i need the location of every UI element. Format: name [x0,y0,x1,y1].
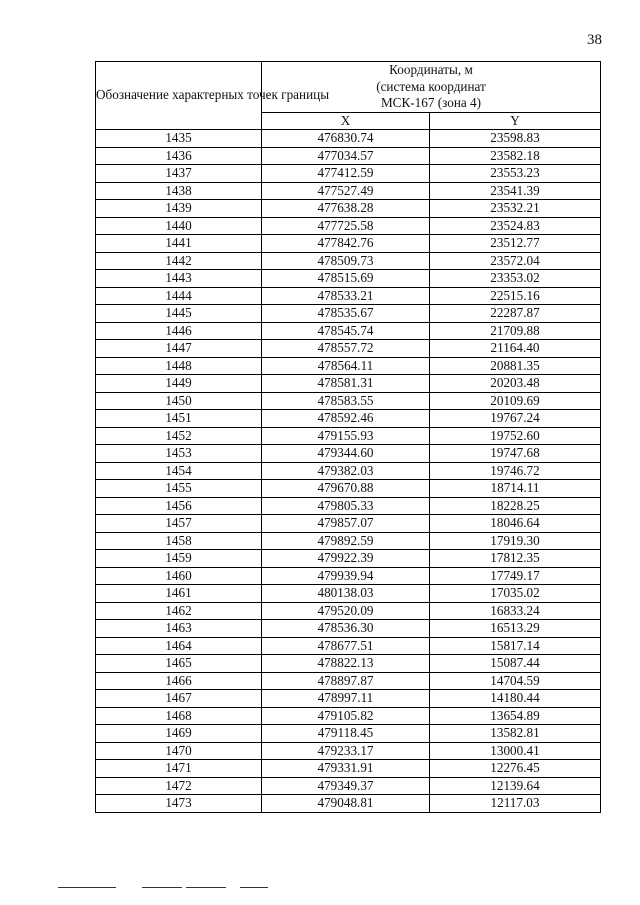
point-id-cell: 1459 [96,550,262,568]
coordinates-header-line1: Координаты, м [389,62,473,77]
x-coordinate-cell: 479048.81 [262,795,430,813]
point-id-cell: 1464 [96,637,262,655]
point-id-cell: 1437 [96,165,262,183]
y-coordinate-cell: 18714.11 [430,480,601,498]
x-coordinate-cell: 478564.11 [262,357,430,375]
table-row [96,532,601,550]
point-id-cell: 1450 [96,392,262,410]
point-id-cell: 1470 [96,742,262,760]
point-id-cell: 1435 [96,130,262,148]
table-row [96,725,601,743]
x-coordinate-cell: 478536.30 [262,620,430,638]
x-coordinate-cell: 479670.88 [262,480,430,498]
y-coordinate-cell: 21164.40 [430,340,601,358]
x-coordinate-cell: 477842.76 [262,235,430,253]
table-row [96,602,601,620]
table-header [96,62,601,130]
y-coordinate-cell: 13582.81 [430,725,601,743]
x-coordinate-cell: 477527.49 [262,182,430,200]
point-id-cell: 1456 [96,497,262,515]
y-coordinate-cell: 12276.45 [430,760,601,778]
point-id-cell: 1438 [96,182,262,200]
x-coordinate-cell: 479382.03 [262,462,430,480]
point-id-cell: 1439 [96,200,262,218]
y-coordinate-cell: 23553.23 [430,165,601,183]
point-id-cell: 1451 [96,410,262,428]
table-row [96,550,601,568]
point-id-cell: 1466 [96,672,262,690]
header-row [96,62,601,113]
point-id-cell: 1454 [96,462,262,480]
table-row [96,480,601,498]
point-id-cell: 1472 [96,777,262,795]
table-row [96,165,601,183]
table-row [96,742,601,760]
x-coordinate-cell: 479155.93 [262,427,430,445]
x-coordinate-cell: 479922.39 [262,550,430,568]
x-coordinate-cell: 479118.45 [262,725,430,743]
coordinates-header-line3: МСК-167 (зона 4) [380,95,482,110]
y-coordinate-cell: 17749.17 [430,567,601,585]
table-row [96,585,601,603]
x-coordinate-cell: 479892.59 [262,532,430,550]
point-id-cell: 1463 [96,620,262,638]
y-coordinate-cell: 19752.60 [430,427,601,445]
x-coordinate-cell: 478997.11 [262,690,430,708]
x-coordinate-cell: 478545.74 [262,322,430,340]
table-row [96,357,601,375]
x-coordinate-cell: 478897.87 [262,672,430,690]
point-id-cell: 1452 [96,427,262,445]
x-coordinate-cell: 479857.07 [262,515,430,533]
table-row [96,287,601,305]
point-id-cell: 1449 [96,375,262,393]
table-row [96,707,601,725]
y-coordinate-cell: 18228.25 [430,497,601,515]
y-coordinate-cell: 23572.04 [430,252,601,270]
point-id-cell: 1440 [96,217,262,235]
x-coordinate-cell: 477034.57 [262,147,430,165]
table-row [96,322,601,340]
point-id-cell: 1469 [96,725,262,743]
point-id-cell: 1467 [96,690,262,708]
x-coordinate-cell: 480138.03 [262,585,430,603]
x-coordinate-cell: 479331.91 [262,760,430,778]
point-id-cell: 1473 [96,795,262,813]
coordinates-header-line2: (система координат [376,78,486,94]
footer-rule [58,887,278,889]
table-row [96,270,601,288]
x-coordinate-cell: 479105.82 [262,707,430,725]
y-coordinate-cell: 23598.83 [430,130,601,148]
point-id-cell: 1443 [96,270,262,288]
y-coordinate-cell: 21709.88 [430,322,601,340]
y-coordinate-cell: 13654.89 [430,707,601,725]
point-id-cell: 1436 [96,147,262,165]
point-id-cell: 1462 [96,602,262,620]
y-coordinate-cell: 18046.64 [430,515,601,533]
x-coordinate-cell: 478509.73 [262,252,430,270]
point-id-cell: 1455 [96,480,262,498]
y-coordinate-cell: 14180.44 [430,690,601,708]
y-coordinate-cell: 12139.64 [430,777,601,795]
point-id-cell: 1453 [96,445,262,463]
x-coordinate-cell: 477638.28 [262,200,430,218]
x-coordinate-cell: 478557.72 [262,340,430,358]
y-coordinate-cell: 15087.44 [430,655,601,673]
point-id-cell: 1442 [96,252,262,270]
table-row [96,777,601,795]
x-coordinate-cell: 478535.67 [262,305,430,323]
x-header: X [262,112,430,130]
table-row [96,567,601,585]
y-coordinate-cell: 16833.24 [430,602,601,620]
point-id-cell: 1468 [96,707,262,725]
x-coordinate-cell: 477725.58 [262,217,430,235]
table-row [96,672,601,690]
table-row [96,497,601,515]
table-row [96,760,601,778]
y-coordinate-cell: 20203.48 [430,375,601,393]
point-id-cell: 1457 [96,515,262,533]
table-row [96,427,601,445]
table-row [96,392,601,410]
table-row [96,375,601,393]
y-coordinate-cell: 16513.29 [430,620,601,638]
point-id-cell: 1460 [96,567,262,585]
y-coordinate-cell: 23541.39 [430,182,601,200]
table-row [96,690,601,708]
y-header: Y [430,112,601,130]
point-id-cell: 1458 [96,532,262,550]
y-coordinate-cell: 20881.35 [430,357,601,375]
table-row [96,235,601,253]
point-id-cell: 1444 [96,287,262,305]
table-row [96,620,601,638]
x-coordinate-cell: 478581.31 [262,375,430,393]
x-coordinate-cell: 479233.17 [262,742,430,760]
table-body [96,130,601,813]
x-coordinate-cell: 478822.13 [262,655,430,673]
x-coordinate-cell: 478515.69 [262,270,430,288]
table-row [96,515,601,533]
table-row [96,217,601,235]
x-coordinate-cell: 479805.33 [262,497,430,515]
point-id-cell: 1446 [96,322,262,340]
x-coordinate-cell: 478592.46 [262,410,430,428]
y-coordinate-cell: 19767.24 [430,410,601,428]
table-row [96,410,601,428]
y-coordinate-cell: 15817.14 [430,637,601,655]
y-coordinate-cell: 19747.68 [430,445,601,463]
table-row [96,445,601,463]
y-coordinate-cell: 12117.03 [430,795,601,813]
y-coordinate-cell: 23524.83 [430,217,601,235]
x-coordinate-cell: 479520.09 [262,602,430,620]
y-coordinate-cell: 23532.21 [430,200,601,218]
table-row [96,130,601,148]
y-coordinate-cell: 17035.02 [430,585,601,603]
x-coordinate-cell: 479344.60 [262,445,430,463]
table-row [96,340,601,358]
y-coordinate-cell: 17919.30 [430,532,601,550]
x-coordinate-cell: 478533.21 [262,287,430,305]
point-designation-header: Обозначение характерных точек границы [96,62,262,130]
table-row [96,305,601,323]
x-coordinate-cell: 478583.55 [262,392,430,410]
y-coordinate-cell: 23353.02 [430,270,601,288]
y-coordinate-cell: 23512.77 [430,235,601,253]
table-row [96,182,601,200]
table-row [96,462,601,480]
coordinates-table [95,61,601,813]
x-coordinate-cell: 478677.51 [262,637,430,655]
point-id-cell: 1465 [96,655,262,673]
y-coordinate-cell: 14704.59 [430,672,601,690]
table-row [96,637,601,655]
y-coordinate-cell: 23582.18 [430,147,601,165]
point-id-cell: 1461 [96,585,262,603]
point-id-cell: 1471 [96,760,262,778]
point-id-cell: 1447 [96,340,262,358]
point-id-cell: 1448 [96,357,262,375]
x-coordinate-cell: 479349.37 [262,777,430,795]
table-row [96,147,601,165]
x-coordinate-cell: 477412.59 [262,165,430,183]
y-coordinate-cell: 22287.87 [430,305,601,323]
y-coordinate-cell: 20109.69 [430,392,601,410]
y-coordinate-cell: 22515.16 [430,287,601,305]
y-coordinate-cell: 19746.72 [430,462,601,480]
table-row [96,252,601,270]
table-row [96,655,601,673]
y-coordinate-cell: 17812.35 [430,550,601,568]
table-row [96,200,601,218]
point-id-cell: 1441 [96,235,262,253]
x-coordinate-cell: 476830.74 [262,130,430,148]
table-row [96,795,601,813]
point-id-cell: 1445 [96,305,262,323]
page-number: 38 [587,32,602,48]
y-coordinate-cell: 13000.41 [430,742,601,760]
x-coordinate-cell: 479939.94 [262,567,430,585]
